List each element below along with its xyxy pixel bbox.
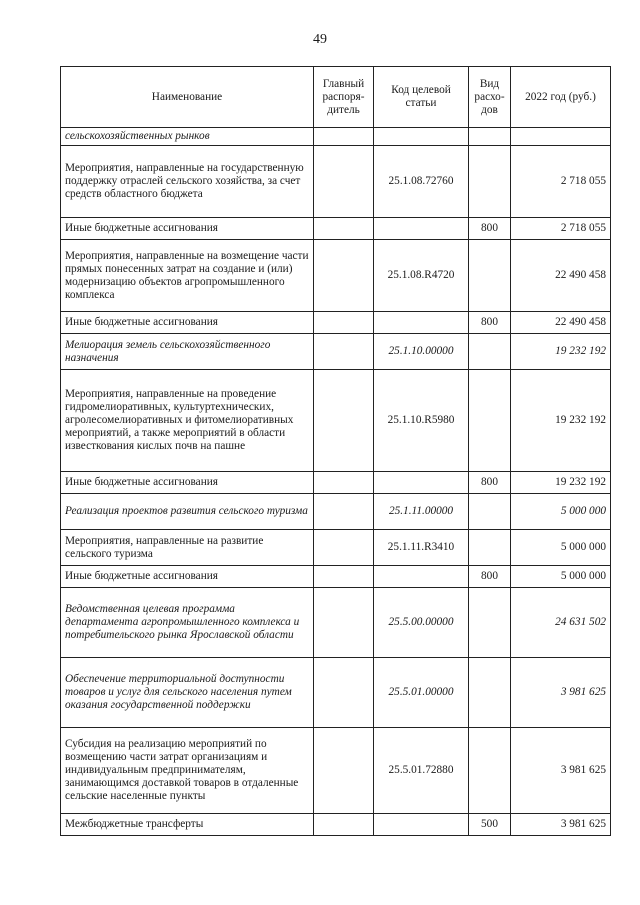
- row-code-cell: 25.1.10.R5980: [374, 370, 469, 472]
- row-amount-cell: [511, 128, 611, 146]
- table-row: [61, 128, 611, 146]
- row-name-cell: Иные бюджетные ассигнования: [61, 218, 314, 240]
- row-amount-cell: 3 981 625: [511, 814, 611, 836]
- row-code-cell: [374, 566, 469, 588]
- table-row: [61, 312, 611, 334]
- table-row: [61, 472, 611, 494]
- row-code-cell: [374, 472, 469, 494]
- table-row: [61, 240, 611, 312]
- row-manager-cell: [314, 566, 374, 588]
- row-name-cell: Иные бюджетные ассигнования: [61, 472, 314, 494]
- row-type-cell: [469, 334, 511, 370]
- row-type-cell: [469, 728, 511, 814]
- row-code-cell: [374, 814, 469, 836]
- row-name-cell: сельскохозяйственных рынков: [61, 128, 314, 146]
- table-header-row: [61, 67, 611, 128]
- row-name-cell: Мероприятия, направленные на возмещение части прямых понесенных затрат на создание и (или) модернизацию объектов агропромышленного комплекса: [61, 240, 314, 312]
- row-code-cell: 25.5.01.00000: [374, 658, 469, 728]
- table-row: [61, 370, 611, 472]
- row-manager-cell: [314, 128, 374, 146]
- row-name-cell: Мероприятия, направленные на проведение гидромелиоративных, культуртехнических, агролесомелиоративных и фитомелиоративных мероприятий, а также мероприятий в области известкования кислых почв на пашне: [61, 370, 314, 472]
- row-amount-cell: 3 981 625: [511, 658, 611, 728]
- header-name: Наименование: [61, 67, 314, 128]
- row-manager-cell: [314, 814, 374, 836]
- row-name-cell: Иные бюджетные ассигнования: [61, 566, 314, 588]
- row-type-cell: 800: [469, 312, 511, 334]
- table-row: [61, 146, 611, 218]
- row-amount-cell: 22 490 458: [511, 240, 611, 312]
- row-name-cell: Мероприятия, направленные на развитие сельского туризма: [61, 530, 314, 566]
- row-type-cell: [469, 240, 511, 312]
- table-row: [61, 218, 611, 240]
- row-amount-cell: 2 718 055: [511, 218, 611, 240]
- row-code-cell: 25.1.08.R4720: [374, 240, 469, 312]
- table-row: [61, 728, 611, 814]
- table-row: [61, 530, 611, 566]
- row-manager-cell: [314, 530, 374, 566]
- row-type-cell: 500: [469, 814, 511, 836]
- row-manager-cell: [314, 334, 374, 370]
- row-amount-cell: 5 000 000: [511, 494, 611, 530]
- row-manager-cell: [314, 472, 374, 494]
- row-name-cell: Ведомственная целевая программа департамента агропромышленного комплекса и потребительского рынка Ярославской области: [61, 588, 314, 658]
- row-amount-cell: 19 232 192: [511, 472, 611, 494]
- row-manager-cell: [314, 146, 374, 218]
- row-code-cell: 25.5.00.00000: [374, 588, 469, 658]
- row-amount-cell: 5 000 000: [511, 530, 611, 566]
- row-manager-cell: [314, 658, 374, 728]
- row-code-cell: 25.1.08.72760: [374, 146, 469, 218]
- table-row: [61, 334, 611, 370]
- row-type-cell: [469, 370, 511, 472]
- row-manager-cell: [314, 218, 374, 240]
- row-manager-cell: [314, 588, 374, 658]
- table-row: [61, 588, 611, 658]
- row-code-cell: 25.1.11.R3410: [374, 530, 469, 566]
- row-type-cell: [469, 658, 511, 728]
- header-code: Код целевой статьи: [374, 67, 469, 128]
- row-name-cell: Реализация проектов развития сельского туризма: [61, 494, 314, 530]
- row-amount-cell: 2 718 055: [511, 146, 611, 218]
- row-amount-cell: 5 000 000: [511, 566, 611, 588]
- row-type-cell: [469, 146, 511, 218]
- row-type-cell: [469, 128, 511, 146]
- row-manager-cell: [314, 728, 374, 814]
- table-row: [61, 566, 611, 588]
- header-type: Вид расхо-дов: [469, 67, 511, 128]
- row-amount-cell: 22 490 458: [511, 312, 611, 334]
- row-type-cell: 800: [469, 218, 511, 240]
- table-row: [61, 494, 611, 530]
- table-row: [61, 658, 611, 728]
- row-name-cell: Субсидия на реализацию мероприятий по возмещению части затрат организациям и индивидуальным предпринимателям, занимающимся доставкой товаров в отдаленные сельские населенные пункты: [61, 728, 314, 814]
- budget-table: [60, 66, 611, 836]
- row-manager-cell: [314, 240, 374, 312]
- row-code-cell: [374, 312, 469, 334]
- header-amount: 2022 год (руб.): [511, 67, 611, 128]
- row-amount-cell: 19 232 192: [511, 370, 611, 472]
- row-name-cell: Иные бюджетные ассигнования: [61, 312, 314, 334]
- row-manager-cell: [314, 494, 374, 530]
- row-type-cell: [469, 588, 511, 658]
- row-manager-cell: [314, 370, 374, 472]
- row-code-cell: [374, 128, 469, 146]
- row-name-cell: Обеспечение территориальной доступности товаров и услуг для сельского населения путем оказания государственной поддержки: [61, 658, 314, 728]
- row-code-cell: [374, 218, 469, 240]
- row-name-cell: Межбюджетные трансферты: [61, 814, 314, 836]
- row-type-cell: [469, 494, 511, 530]
- table-body: [61, 128, 611, 836]
- row-amount-cell: 3 981 625: [511, 728, 611, 814]
- row-amount-cell: 24 631 502: [511, 588, 611, 658]
- row-amount-cell: 19 232 192: [511, 334, 611, 370]
- page-number: 49: [313, 32, 327, 47]
- header-manager: Главный распоря-дитель: [314, 67, 374, 128]
- row-name-cell: Мероприятия, направленные на государственную поддержку отраслей сельского хозяйства, за счет средств областного бюджета: [61, 146, 314, 218]
- row-type-cell: [469, 530, 511, 566]
- table-row: [61, 814, 611, 836]
- row-name-cell: Мелиорация земель сельскохозяйственного назначения: [61, 334, 314, 370]
- row-code-cell: 25.1.11.00000: [374, 494, 469, 530]
- row-code-cell: 25.5.01.72880: [374, 728, 469, 814]
- row-type-cell: 800: [469, 472, 511, 494]
- row-type-cell: 800: [469, 566, 511, 588]
- row-code-cell: 25.1.10.00000: [374, 334, 469, 370]
- row-manager-cell: [314, 312, 374, 334]
